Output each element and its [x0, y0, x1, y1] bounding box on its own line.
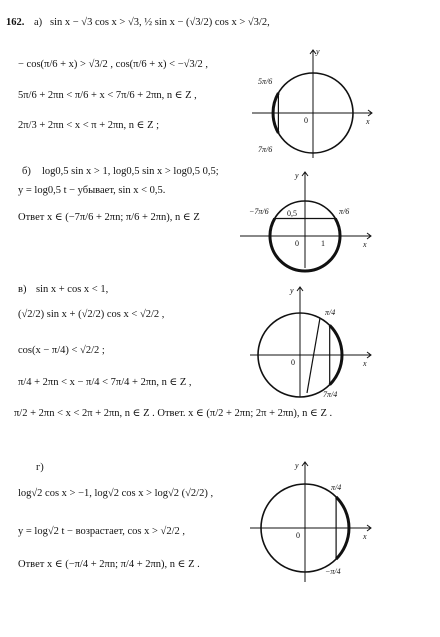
point-label-minus-pi-4: −π/4 [325, 567, 341, 576]
y-axis-label: y [290, 286, 294, 295]
part-v-line-3: cos(x − π/4) < √2/2 ; [18, 345, 105, 356]
x-axis-label: x [363, 532, 367, 541]
part-a-line-2: − cos(π/6 + x) > √3/2 , cos(π/6 + x) < −√3/2 , [18, 59, 209, 70]
point-label-pi-4: π/4 [331, 483, 342, 492]
y-axis-label: y [295, 171, 299, 180]
point-label-7pi-4: 7π/4 [323, 390, 338, 399]
part-g-line-1: log√2 cos x > −1, log√2 cos x > log√2 (√2/2) , [18, 488, 214, 499]
part-a-line-4: 2π/3 + 2πn < x < π + 2πn, n ∈ Z ; [18, 120, 160, 131]
part-a-line-3: 5π/6 + 2πn < π/6 + x < 7π/6 + 2πn, n ∈ Z , [18, 90, 197, 101]
part-b-line-1: log0,5 sin x > 1, log0,5 sin x > log0,5 0,5; [42, 166, 219, 177]
part-v-unit-circle-figure [245, 285, 375, 400]
level-label-0-5: 0,5 [287, 209, 297, 218]
origin-label: 0 [296, 531, 300, 540]
part-g-unit-circle-figure [245, 460, 375, 585]
part-v-line-5: π/2 + 2πn < x < 2π + 2πn, n ∈ Z . Ответ. x ∈ (π/2 + 2πn; 2π + 2πn), n ∈ Z . [14, 408, 333, 419]
x-axis-label: x [366, 117, 370, 126]
part-a-unit-circle-figure [250, 48, 380, 163]
part-b-marker: б) [22, 166, 31, 177]
part-g-line-3: Ответ x ∈ (−π/4 + 2πn; π/4 + 2πn), n ∈ Z . [18, 559, 200, 570]
part-b-line-3: Ответ x ∈ (−7π/6 + 2πn; π/6 + 2πn), n ∈ Z [18, 212, 200, 223]
part-v-marker: в) [18, 284, 27, 295]
unit-label: 1 [321, 239, 325, 248]
part-v-line-4: π/4 + 2πn < x − π/4 < 7π/4 + 2πn, n ∈ Z , [18, 377, 192, 388]
y-axis-label: y [295, 461, 299, 470]
x-axis-label: x [363, 359, 367, 368]
part-b-line-2: y = log0,5 t − убывает, sin x < 0,5. [18, 185, 166, 196]
point-label-pi-4: π/4 [325, 308, 336, 317]
y-axis-label: y [316, 47, 320, 56]
part-v-line-2: (√2/2) sin x + (√2/2) cos x < √2/2 , [18, 309, 165, 320]
point-label-5pi-6: 5π/6 [258, 77, 273, 86]
part-b-unit-circle-figure [235, 170, 375, 270]
origin-label: 0 [295, 239, 299, 248]
point-label-pi-6: π/6 [339, 207, 350, 216]
problem-number: 162. [6, 17, 25, 28]
part-g-line-2: y = log√2 t − возрастает, cos x > √2/2 , [18, 526, 185, 537]
origin-label: 0 [291, 358, 295, 367]
point-label-7pi-6: 7π/6 [258, 145, 273, 154]
x-axis-label: x [363, 240, 367, 249]
point-label-minus-7pi-6: −7π/6 [249, 207, 269, 216]
origin-label: 0 [304, 116, 308, 125]
part-a-line-1: sin x − √3 cos x > √3, ½ sin x − (√3/2) cos x > √3/2, [50, 17, 270, 28]
part-g-marker: г) [36, 462, 44, 473]
part-v-line-1: sin x + cos x < 1, [36, 284, 109, 295]
part-a-marker: а) [34, 17, 43, 28]
